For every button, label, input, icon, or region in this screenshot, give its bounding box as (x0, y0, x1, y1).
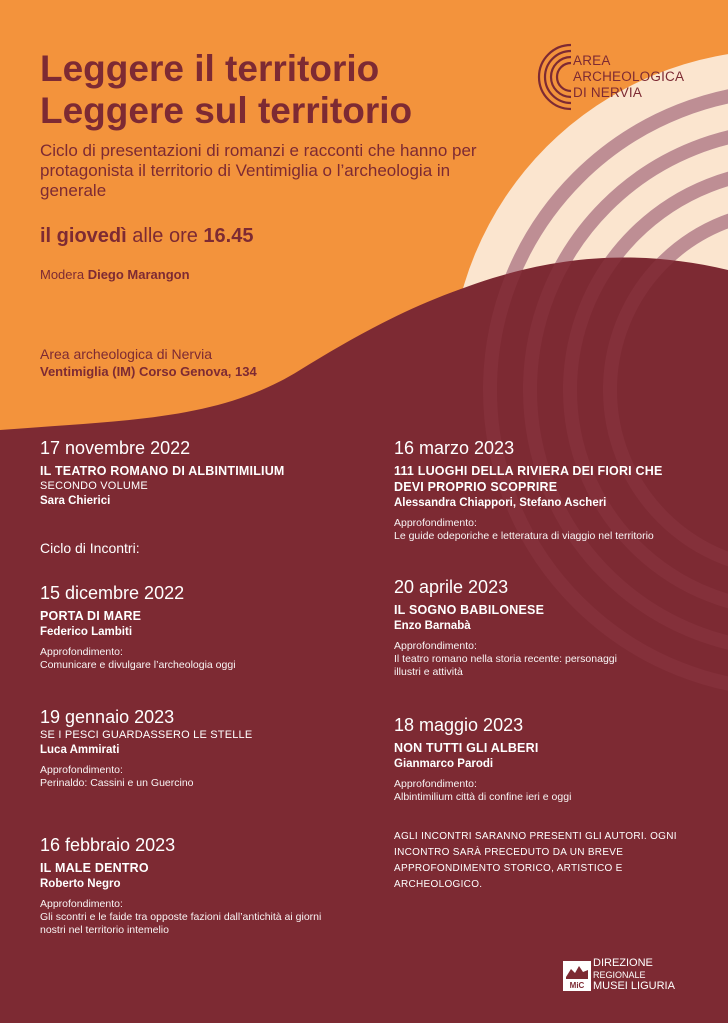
event-approfondimento (394, 778, 704, 804)
approfondimento-text: Gli scontri e le faide tra opposte fazioni dall’antichità ai giorni nostri nel territorio intemelio (40, 911, 322, 936)
approfondimento-text: Il teatro romano nella storia recente: personaggi illustri e attività (394, 653, 617, 678)
approfondimento-text: Le guide odeporiche e letteratura di viaggio nel territorio (394, 530, 654, 542)
event-date: 20 aprile 2023 (394, 577, 509, 597)
event-date: 16 febbraio 2023 (40, 835, 176, 855)
moderator-label: Modera (40, 267, 85, 282)
event-author: Alessandra Chiappori, Stefano Ascheri (394, 497, 607, 509)
approfondimento-label: Approfondimento: (40, 764, 123, 776)
ciclo-label: Ciclo di Incontri: (40, 540, 140, 556)
location (40, 345, 257, 381)
moderator-name: Diego Marangon (87, 267, 190, 282)
event-approfondimento (394, 640, 634, 679)
event-author: Gianmarco Parodi (394, 758, 494, 770)
event-author: Sara Chierici (40, 495, 111, 507)
area-archeologica-logo (537, 42, 712, 112)
approfondimento-label: Approfondimento: (40, 646, 123, 658)
event-author: Enzo Barnabà (394, 620, 471, 632)
venue-name: Area archeologica di Nervia (40, 346, 212, 362)
event-approfondimento (394, 517, 704, 543)
event-author: Roberto Negro (40, 878, 121, 890)
arcs-icon (537, 42, 573, 112)
event-date: 16 marzo 2023 (394, 438, 515, 458)
mic-line-1: DIREZIONE (593, 957, 653, 969)
event-title: IL TEATRO ROMANO DI ALBINTIMILIUM (40, 464, 285, 478)
mic-emblem-icon (563, 961, 591, 991)
event-date: 19 gennaio 2023 (40, 707, 175, 727)
event-title: IL MALE DENTRO (40, 861, 149, 875)
event-1 (40, 437, 360, 509)
schedule-time-label: alle ore (132, 225, 198, 247)
logo-line-1: AREA (573, 53, 611, 68)
event-title: PORTA DI MARE (40, 609, 142, 623)
schedule-time: 16.45 (203, 225, 254, 247)
logo-line-3: DI NERVIA (573, 85, 643, 100)
approfondimento-text: Perinaldo: Cassini e un Guercino (40, 777, 194, 789)
approfondimento-label: Approfondimento: (394, 778, 477, 790)
approfondimento-text: Comunicare e divulgare l’archeologia oggi (40, 659, 236, 671)
event-author: Federico Lambiti (40, 626, 133, 638)
intro-text: Ciclo di presentazioni di romanzi e racconti che hanno per protagonista il territorio di Ventimiglia o l’archeologia in generale (40, 141, 477, 200)
event-date: 18 maggio 2023 (394, 715, 524, 735)
mic-mark: MiC (569, 981, 585, 990)
event-5 (394, 437, 704, 543)
logo-text (573, 53, 684, 101)
event-4 (40, 834, 330, 937)
venue-address: Ventimiglia (IM) Corso Genova, 134 (40, 364, 257, 379)
event-title: NON TUTTI GLI ALBERI (394, 741, 539, 755)
event-7 (394, 714, 704, 804)
event-date: 15 dicembre 2022 (40, 583, 185, 603)
event-author: Luca Ammirati (40, 744, 120, 756)
event-6 (394, 576, 634, 679)
event-approfondimento (40, 646, 360, 672)
event-3 (40, 706, 360, 790)
event-subtitle: SE I PESCI GUARDASSERO LE STELLE (40, 729, 253, 741)
authors-note: AGLI INCONTRI SARANNO PRESENTI GLI AUTORI. OGNI INCONTRO SARÀ PRECEDUTO DA UN BREVE APPROFONDIMENTO STORICO, ARTISTICO E ARCHEOLOGICO. (394, 831, 677, 890)
event-2 (40, 582, 360, 672)
mic-logo (563, 958, 693, 996)
schedule (40, 225, 253, 248)
logo-line-2: ARCHEOLOGICA (573, 69, 685, 84)
event-subtitle: SECONDO VOLUME (40, 480, 148, 492)
title-line-1: Leggere il territorio (40, 48, 380, 89)
mic-line-3: MUSEI LIGURIA (593, 980, 675, 992)
approfondimento-text: Albintimilium città di confine ieri e oggi (394, 791, 572, 803)
mic-text (593, 958, 675, 993)
event-approfondimento (40, 764, 360, 790)
approfondimento-label: Approfondimento: (394, 517, 477, 529)
event-approfondimento (40, 898, 330, 937)
approfondimento-label: Approfondimento: (394, 640, 477, 652)
event-title: IL SOGNO BABILONESE (394, 603, 545, 617)
schedule-day: il giovedì (40, 225, 127, 247)
mic-line-2: REGIONALE (593, 969, 646, 980)
event-title: 111 LUOGHI DELLA RIVIERA DEI FIORI CHE DEVI PROPRIO SCOPRIRE (394, 464, 663, 494)
approfondimento-label: Approfondimento: (40, 898, 123, 910)
event-date: 17 novembre 2022 (40, 438, 191, 458)
page-title (40, 48, 412, 132)
moderator (40, 267, 190, 282)
title-line-2: Leggere sul territorio (40, 90, 413, 131)
